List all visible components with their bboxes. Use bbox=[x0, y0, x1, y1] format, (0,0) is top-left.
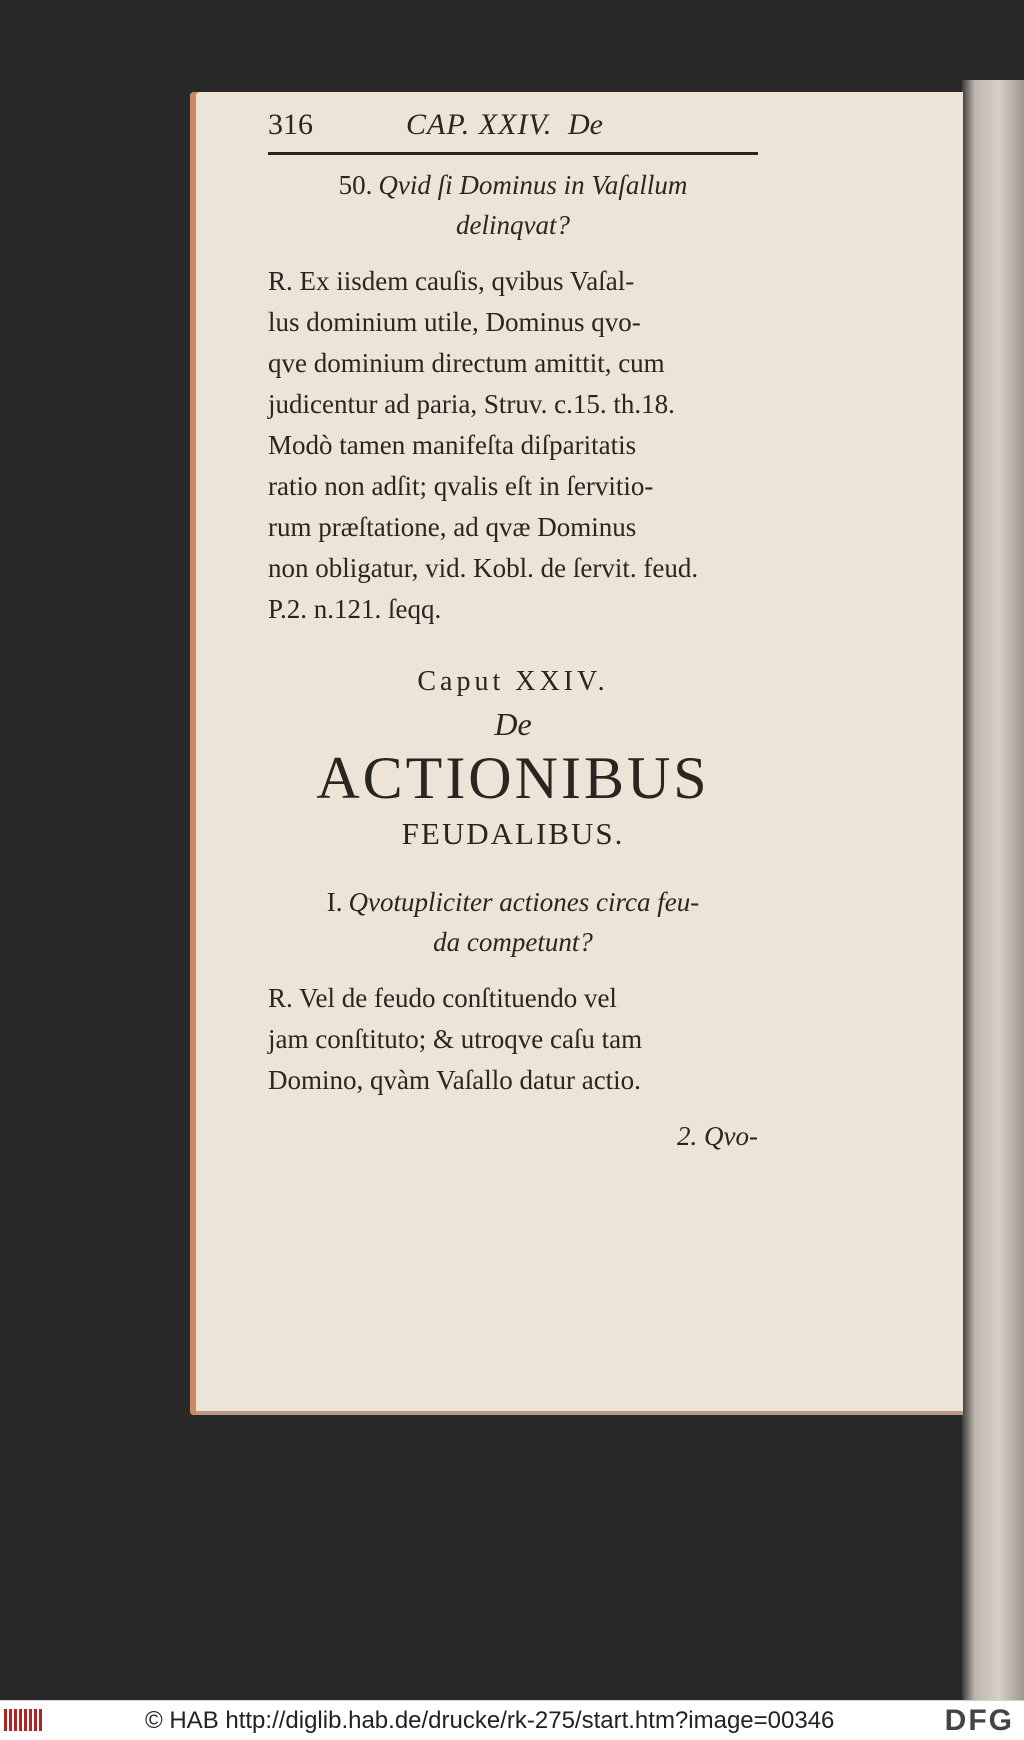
answer-50-line: non obligatur, vid. Kobl. de ſervit. feud. bbox=[268, 553, 699, 583]
answer-50-line: qve dominium directum amittit, cum bbox=[268, 348, 665, 378]
answer-1-line: R. Vel de feudo conſtituendo vel bbox=[268, 983, 617, 1013]
chapter-caput: Caput XXIV. bbox=[417, 666, 609, 697]
running-head-chapter: CAP. XXIV. bbox=[406, 108, 553, 141]
answer-50-line: Modò tamen manifeſta diſparitatis bbox=[268, 430, 637, 460]
answer-50-line: judicentur ad paria, Struv. c.15. th.18. bbox=[268, 389, 675, 419]
footer-credit-link[interactable]: © HAB http://diglib.hab.de/drucke/rk-275/start.htm?image=00346 bbox=[145, 1707, 835, 1734]
chapter-subtitle: FEUDALIBUS. bbox=[401, 816, 625, 851]
question-1-line1: Qvotupliciter actiones circa feu- bbox=[348, 887, 700, 917]
answer-50-line: lus dominium utile, Dominus qvo- bbox=[268, 307, 641, 337]
answer-50-line: rum præſtatione, ad qvæ Dominus bbox=[268, 512, 637, 542]
question-50-line1: Qvid ſi Dominus in Vaſallum bbox=[378, 170, 688, 200]
answer-1-line: Domino, qvàm Vaſallo datur actio. bbox=[268, 1065, 641, 1095]
answer-50-paragraph bbox=[268, 261, 758, 630]
question-50-heading bbox=[268, 165, 758, 245]
catchword: 2. Qvo- bbox=[677, 1121, 758, 1151]
adjacent-page-edge bbox=[962, 80, 1024, 1700]
answer-50-line: ratio non adſit; qvalis eſt in ſervitio- bbox=[268, 471, 654, 501]
answer-50-line: P.2. n.121. ſeqq. bbox=[268, 594, 442, 624]
chapter-de: De bbox=[494, 706, 532, 742]
question-1-line2: da competunt? bbox=[433, 927, 593, 957]
chapter-heading bbox=[268, 660, 758, 856]
question-50-line2: delinqvat? bbox=[456, 210, 570, 240]
footer-bar bbox=[0, 1700, 1024, 1740]
chapter-title: ACTIONIBUS bbox=[316, 745, 710, 811]
library-logo-icon bbox=[4, 1709, 46, 1731]
question-50-number: 50. bbox=[338, 170, 373, 200]
answer-50-line: R. Ex iisdem cauſis, qvibus Vaſal- bbox=[268, 266, 635, 296]
page-text-block bbox=[268, 108, 758, 1152]
page-number: 316 bbox=[268, 108, 313, 141]
dfg-logo: DFG bbox=[944, 1704, 1014, 1737]
question-1-number: I. bbox=[326, 887, 343, 917]
running-head-de: De bbox=[568, 108, 603, 141]
answer-1-line: jam conſtituto; & utroqve caſu tam bbox=[268, 1024, 643, 1054]
running-head bbox=[268, 108, 758, 152]
question-1-heading bbox=[268, 882, 758, 962]
header-rule bbox=[268, 152, 758, 155]
answer-1-paragraph bbox=[268, 978, 758, 1101]
